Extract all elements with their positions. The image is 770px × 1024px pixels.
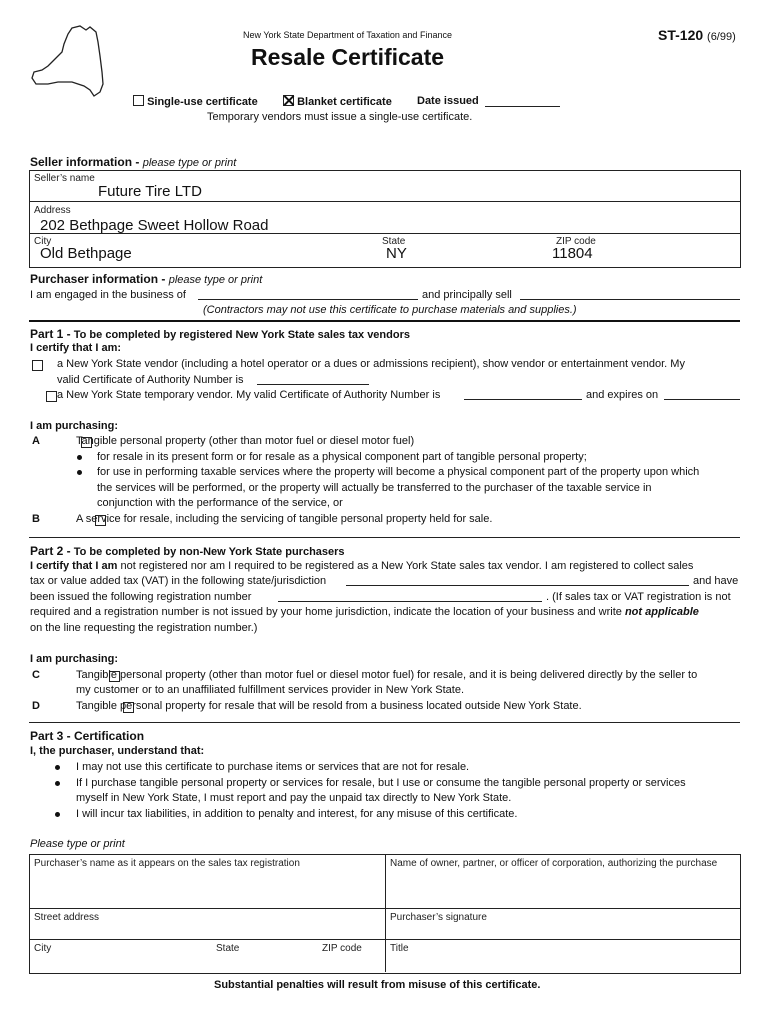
purchaser-name-field[interactable] — [34, 872, 379, 904]
seller-address-label: Address — [34, 205, 71, 216]
part3-understand: I, the purchaser, understand that: — [30, 745, 205, 757]
option-b-letter: B — [32, 513, 40, 525]
contractors-note: (Contractors may not use this certificate to purchase materials and supplies.) — [203, 304, 577, 316]
agency-name: New York State Department of Taxation and Finance — [243, 30, 452, 40]
purchaser-heading-text: Purchaser information - — [30, 272, 166, 286]
part1-heading-text: To be completed by registered New York State sales tax vendors — [73, 329, 410, 341]
seller-heading — [30, 155, 236, 169]
part2-and-have: and have — [693, 575, 739, 587]
part2-purchasing: I am purchasing: — [30, 653, 119, 665]
part1-vendor-checkbox[interactable] — [32, 360, 43, 371]
form-number: ST-120 — [658, 27, 704, 43]
single-use-label: Single-use certificate — [147, 96, 258, 108]
blanket-checkbox[interactable] — [283, 95, 294, 106]
option-a-letter: A — [32, 435, 40, 447]
part2-line4 — [30, 606, 699, 618]
jurisdiction-field[interactable] — [346, 585, 689, 586]
seller-zip-field[interactable]: 11804 — [552, 245, 593, 262]
part1-vendor-cert-label: valid Certificate of Authority Number is — [57, 374, 244, 386]
seller-state-label: State — [382, 236, 406, 247]
page-title: Resale Certificate — [251, 44, 445, 70]
part2-heading — [30, 544, 345, 558]
seller-heading-text: Seller information - — [30, 155, 140, 169]
part3-heading: Part 3 - Certification — [30, 729, 145, 743]
option-c-line2: my customer or to an unaffiliated fulfillment services provider in New York State. — [76, 684, 465, 696]
part2-heading-label: Part 2 - — [30, 544, 71, 558]
part1-heading-label: Part 1 - — [30, 327, 71, 341]
purchaser-city-label: City — [34, 943, 52, 954]
not-applicable-text: not applicable — [624, 606, 699, 618]
title-field[interactable] — [390, 955, 735, 969]
part1-vendor-text: a New York State vendor (including a hotel operator or a dues or admissions recipient), show vendor or entertainment vendor. My — [57, 358, 685, 370]
purchaser-name-label: Purchaser’s name as it appears on the sales tax registration — [34, 858, 300, 869]
business-label: I am engaged in the business of — [30, 289, 186, 301]
purchaser-state-label: State — [216, 943, 240, 954]
signature-field[interactable] — [390, 924, 735, 937]
purchaser-heading — [30, 272, 262, 286]
option-a-bullet2-line1: for use in performing taxable services where the property will become a physical component part of the property upon which — [97, 466, 700, 478]
option-a-text: Tangible personal property (other than motor fuel or diesel motor fuel) — [76, 435, 415, 447]
option-a-bullet2-line3: conjunction with the performance of the service, or — [97, 497, 343, 509]
part2-line5: on the line requesting the registration number.) — [30, 622, 258, 634]
seller-address-field[interactable]: 202 Bethpage Sweet Hollow Road — [40, 217, 269, 234]
part1-purchasing: I am purchasing: — [30, 420, 119, 432]
part2-line1-text: not registered nor am I required to be registered as a New York State sales tax vendor. I am registered to collect sales — [120, 560, 694, 572]
owner-name-label: Name of owner, partner, or officer of corporation, authorizing the purchase — [390, 858, 718, 869]
street-address-field[interactable] — [34, 924, 379, 937]
blanket-option[interactable] — [283, 95, 392, 108]
single-use-option[interactable] — [133, 95, 258, 108]
date-issued-field[interactable] — [485, 106, 560, 107]
title-label: Title — [390, 943, 409, 954]
part1-temp-cert-field[interactable] — [464, 399, 582, 400]
part3-bullet2-line1: If I purchase tangible personal property or services for resale, but I use or consume the tangible personal property or services — [76, 777, 686, 789]
business-field[interactable] — [198, 299, 418, 300]
single-use-checkbox[interactable] — [133, 95, 144, 106]
form-revision: (6/99) — [707, 31, 736, 43]
part3-bullet1: I may not use this certificate to purchase items or services that are not for resale. — [76, 761, 470, 773]
part1-heading — [30, 327, 410, 341]
part1-expires-field[interactable] — [664, 399, 740, 400]
part2-line3: been issued the following registration number — [30, 591, 252, 603]
seller-heading-note: please type or print — [142, 157, 237, 169]
principally-sell-label: and principally sell — [422, 289, 512, 301]
part2-certify: I certify that I am — [30, 560, 118, 572]
part2-line4-text: required and a registration number is not issued by your home jurisdiction, indicate the location of your business and write — [30, 606, 622, 618]
please-type-note: Please type or print — [30, 838, 125, 850]
seller-city-field[interactable]: Old Bethpage — [40, 245, 132, 262]
part2-line3-rest: . (If sales tax or VAT registration is not — [546, 591, 731, 603]
penalty-notice: Substantial penalties will result from misuse of this certificate. — [214, 979, 541, 991]
seller-city-label: City — [34, 236, 52, 247]
signature-label: Purchaser’s signature — [390, 912, 487, 923]
owner-name-field[interactable] — [390, 872, 735, 904]
option-d-letter: D — [32, 700, 40, 712]
date-issued-label: Date issued — [417, 95, 479, 107]
temp-vendor-note: Temporary vendors must issue a single-use certificate. — [207, 111, 473, 123]
part1-certify: I certify that I am: — [30, 342, 122, 354]
seller-name-field[interactable]: Future Tire LTD — [98, 183, 202, 200]
part1-temp-vendor-checkbox[interactable] — [46, 391, 57, 402]
seller-zip-label: ZIP code — [556, 236, 596, 247]
option-c-line1: Tangible personal property (other than motor fuel or diesel motor fuel) for resale, and it is being delivered directly by the seller to — [76, 669, 698, 681]
option-a-bullet1: for resale in its present form or for resale as a physical component part of tangible personal property; — [97, 451, 587, 463]
seller-name-label: Seller’s name — [34, 173, 95, 184]
option-d-text: Tangible personal property for resale that will be resold from a business located outside New York State. — [76, 700, 582, 712]
street-address-label: Street address — [34, 912, 100, 923]
option-b-text: A service for resale, including the servicing of tangible personal property held for sale. — [76, 513, 493, 525]
part1-expires-label: and expires on — [586, 389, 659, 401]
blanket-label: Blanket certificate — [297, 96, 392, 108]
option-c-letter: C — [32, 669, 40, 681]
part1-vendor-cert-field[interactable] — [257, 384, 369, 385]
part3-bullet3: I will incur tax liabilities, in addition to penalty and interest, for any misuse of this certificate. — [76, 808, 518, 820]
form-id — [658, 27, 736, 43]
purchaser-heading-note: please type or print — [168, 274, 263, 286]
part1-temp-vendor-text: a New York State temporary vendor. My valid Certificate of Authority Number is — [57, 389, 441, 401]
seller-state-field[interactable]: NY — [386, 245, 407, 262]
part3-bullet2-line2: myself in New York State, I must report and pay the unpaid tax directly to New York State. — [76, 792, 512, 804]
purchaser-zip-label: ZIP code — [322, 943, 362, 954]
part2-line2: tax or value added tax (VAT) in the following state/jurisdiction — [30, 575, 327, 587]
new-york-state-outline-icon — [28, 22, 108, 100]
part2-heading-text: To be completed by non-New York State purchasers — [73, 546, 345, 558]
part2-line1 — [30, 560, 693, 572]
principally-sell-field[interactable] — [520, 299, 740, 300]
option-a-bullet2-line2: the services will be performed, or the property will actually be transferred to the purchaser of the taxable service in — [97, 482, 652, 494]
registration-number-field[interactable] — [278, 601, 542, 602]
